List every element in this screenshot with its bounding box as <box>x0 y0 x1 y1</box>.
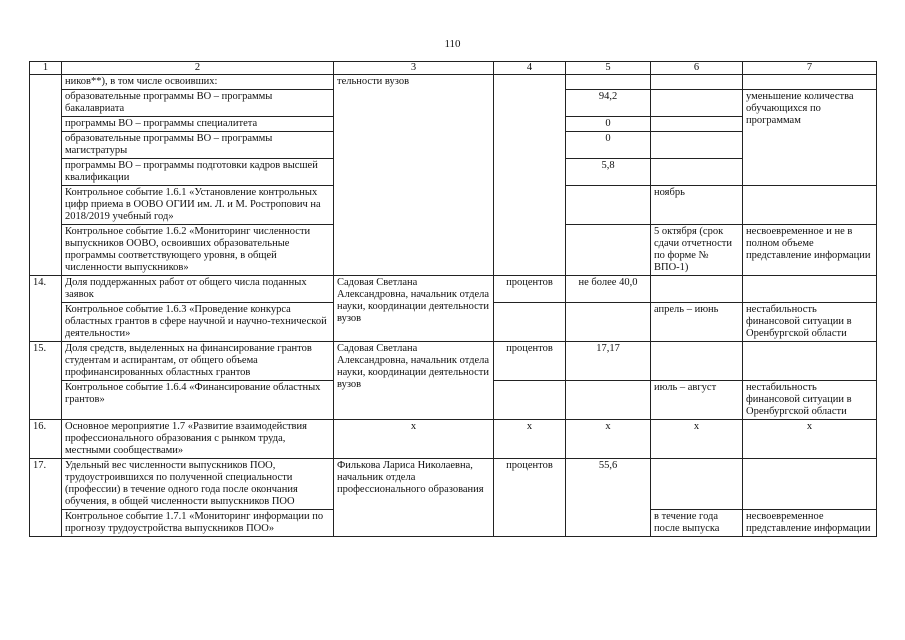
row-unit: процентов <box>494 459 566 537</box>
row-unit: х <box>494 420 566 459</box>
row-value <box>566 225 651 276</box>
row-number: 15. <box>30 342 62 420</box>
row-value <box>566 75 651 90</box>
row-description: Доля поддержанных работ от общего числа поданных заявок <box>62 276 334 303</box>
row-date: ноябрь <box>651 186 743 225</box>
row-date <box>651 159 743 186</box>
row-description: образовательные программы ВО – программы бакалавриата <box>62 90 334 117</box>
row-description: Доля средств, выделенных на финансирование грантов студентам и аспирантам, от общего объема профинансированных областных грантов <box>62 342 334 381</box>
row-unit: процентов <box>494 342 566 381</box>
row-risk: х <box>743 420 877 459</box>
row-responsible: Садовая Светлана Александровна, начальник отдела науки, координации деятельности вузов <box>334 276 494 342</box>
row-date: х <box>651 420 743 459</box>
header-col-6: 6 <box>651 62 743 75</box>
row-unit <box>494 381 566 420</box>
row-description: Основное мероприятие 1.7 «Развитие взаимодействия профессионального образования с рынком труда, местными сообществами» <box>62 420 334 459</box>
row-date <box>651 132 743 159</box>
row-number: 16. <box>30 420 62 459</box>
row-value: не более 40,0 <box>566 276 651 303</box>
row-description: программы ВО – программы подготовки кадров высшей квалификации <box>62 159 334 186</box>
row-unit <box>494 75 566 276</box>
row-risk: нестабильность финансовой ситуации в Оренбургской области <box>743 303 877 342</box>
row-risk: нестабильность финансовой ситуации в Оренбургской области <box>743 381 877 420</box>
row-unit <box>494 303 566 342</box>
row-date: в течение года после выпуска <box>651 510 743 537</box>
row-description: Контрольное событие 1.6.1 «Установление контрольных цифр приема в ООВО ОГИИ им. Л. и М. Ростропович на 2018/2019 учебный год» <box>62 186 334 225</box>
row-responsible: Садовая Светлана Александровна, начальник отдела науки, координации деятельности вузов <box>334 342 494 420</box>
row-risk <box>743 342 877 381</box>
row-value: 0 <box>566 117 651 132</box>
row-description: образовательные программы ВО – программы магистратуры <box>62 132 334 159</box>
row-value <box>566 303 651 342</box>
header-col-4: 4 <box>494 62 566 75</box>
row-value: х <box>566 420 651 459</box>
row-risk: несвоевременное и не в полном объеме представление информации <box>743 225 877 276</box>
row-value: 55,6 <box>566 459 651 537</box>
table-row <box>30 75 877 90</box>
row-date <box>651 276 743 303</box>
header-col-2: 2 <box>62 62 334 75</box>
row-value <box>566 381 651 420</box>
document-table <box>29 61 877 537</box>
row-description: Удельный вес численности выпускников ПОО, трудоустроившихся по полученной специальности (профессии) в течение одного года после окончания обучения, в общей численности выпускников ПОО <box>62 459 334 510</box>
row-risk: несвоевременное представление информации <box>743 510 877 537</box>
row-unit: процентов <box>494 276 566 303</box>
row-description: программы ВО – программы специалитета <box>62 117 334 132</box>
row-date <box>651 117 743 132</box>
row-risk <box>743 276 877 303</box>
row-date <box>651 75 743 90</box>
row-date: 5 октября (срок сдачи отчетности по форме № ВПО-1) <box>651 225 743 276</box>
row-date: апрель – июнь <box>651 303 743 342</box>
row-description: Контрольное событие 1.6.2 «Мониторинг численности выпускников ООВО, освоивших образовательные программы соответствующего уровня, в общей численности выпускников» <box>62 225 334 276</box>
table-row <box>30 342 877 381</box>
row-number: 14. <box>30 276 62 342</box>
header-col-1: 1 <box>30 62 62 75</box>
row-responsible: х <box>334 420 494 459</box>
row-risk <box>743 459 877 510</box>
row-value: 5,8 <box>566 159 651 186</box>
table-row <box>30 420 877 459</box>
row-number <box>30 75 62 276</box>
row-date <box>651 342 743 381</box>
row-risk <box>743 186 877 225</box>
row-date <box>651 459 743 510</box>
row-description: Контрольное событие 1.6.4 «Финансирование областных грантов» <box>62 381 334 420</box>
row-value: 0 <box>566 132 651 159</box>
row-date: июль – август <box>651 381 743 420</box>
row-number: 17. <box>30 459 62 537</box>
row-value: 17,17 <box>566 342 651 381</box>
row-description: ников**), в том числе освоивших: <box>62 75 334 90</box>
table-row <box>30 459 877 510</box>
row-description: Контрольное событие 1.7.1 «Мониторинг информации по прогнозу трудоустройства выпускников ПОО» <box>62 510 334 537</box>
header-col-7: 7 <box>743 62 877 75</box>
row-responsible: тельности вузов <box>334 75 494 276</box>
header-row <box>30 62 877 75</box>
row-value <box>566 186 651 225</box>
row-description: Контрольное событие 1.6.3 «Проведение конкурса областных грантов в сфере научной и научно-технической деятельности» <box>62 303 334 342</box>
row-risk <box>743 75 877 90</box>
row-value: 94,2 <box>566 90 651 117</box>
row-date <box>651 90 743 117</box>
page-number: 110 <box>444 38 461 50</box>
row-risk: уменьшение количества обучающихся по программам <box>743 90 877 186</box>
row-responsible: Филькова Лариса Николаевна, начальник отдела профессионального образования <box>334 459 494 537</box>
header-col-3: 3 <box>334 62 494 75</box>
table-row <box>30 276 877 303</box>
header-col-5: 5 <box>566 62 651 75</box>
